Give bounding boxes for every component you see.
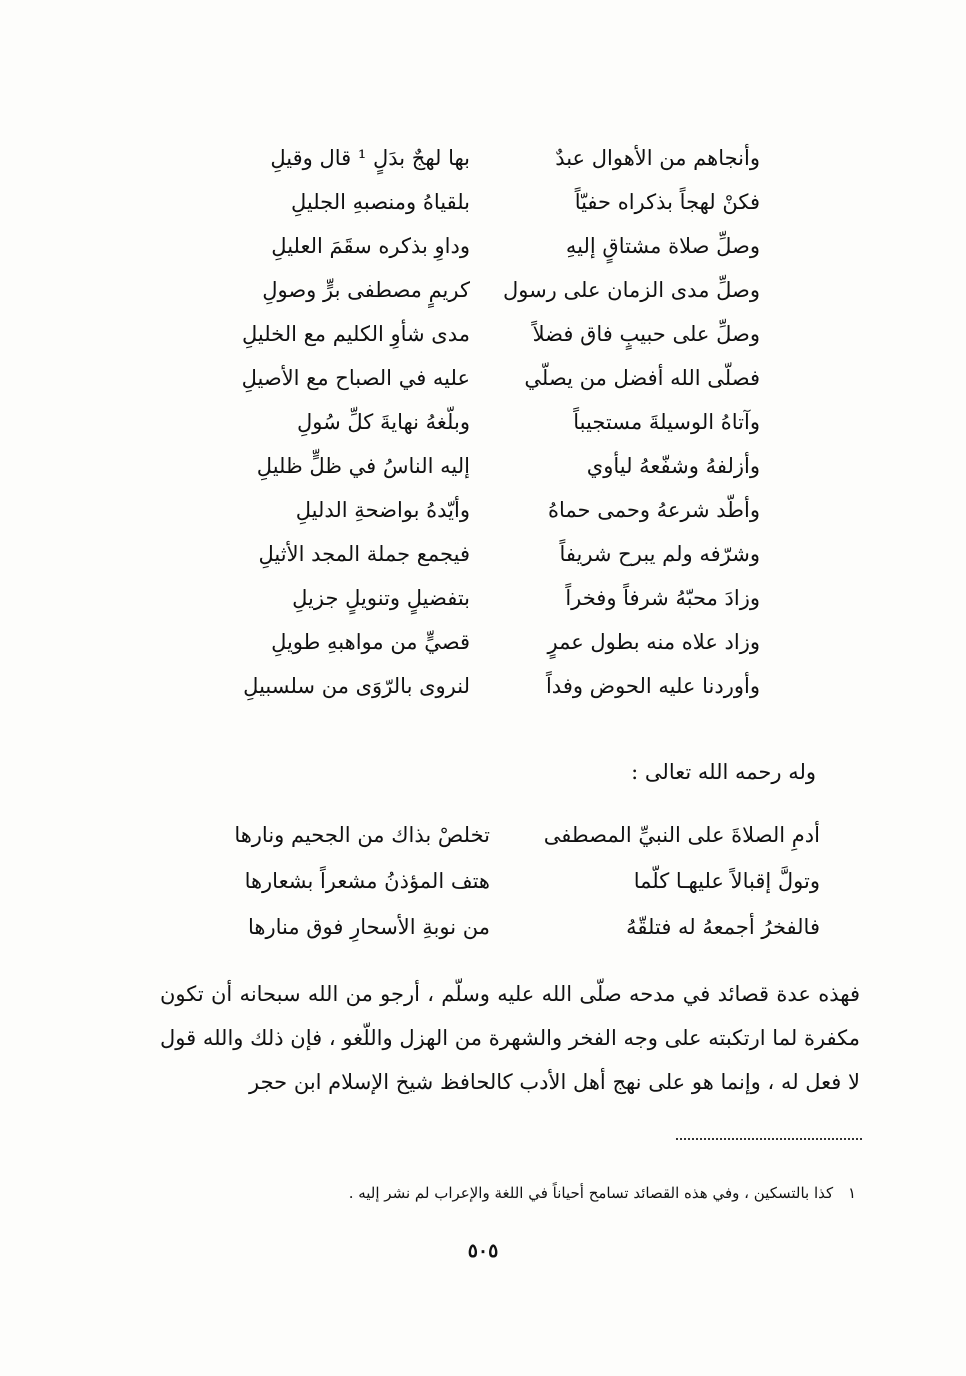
verse-first-hemistich: وآتاهُ الوسيلةَ مستجيباً — [573, 410, 760, 434]
prose-paragraph: فهذه عدة قصائد في مدحه صلّى الله عليه وسلّم ، أرجو من الله سبحانه أن تكون مكفرة لما ارتكبته على وجه الفخر والشهرة من الهزل واللّغو ، فإن ذلك والله قول لا فعل له ، وإنما هو على نهج أهل الأدب كالحافظ شيخ الإسلام ابن حجر — [160, 982, 860, 1094]
page-number: ٥٠٥ — [467, 1240, 499, 1262]
verse-second-hemistich: مدى شأوِ الكليم مع الخليلِ — [241, 322, 470, 346]
verse-second-hemistich: إليه الناسُ في ظلٍّ ظليلِ — [256, 454, 470, 478]
verse-second-hemistich: وبلّغهُ نهايةَ كلِّ سُولِ — [297, 410, 470, 434]
verse-line — [200, 578, 760, 618]
verse-second-hemistich: بها لهجٌ بدَلٍ ¹ قال وقيلِ — [270, 146, 470, 170]
verse-first-hemistich: وصلِّ صلاة مشتاقٍ إليهِ — [565, 234, 760, 258]
verse-first-hemistich: وشرّفه ولم يبرح شريفاً — [559, 542, 760, 566]
verse-line — [200, 226, 760, 266]
verse-line — [200, 446, 760, 486]
verse-second-hemistich: عليه في الصباح مع الأصيلِ — [241, 366, 470, 390]
verse-first-hemistich: وتولَّ إقبالاً عليهـا كلّما — [633, 869, 820, 893]
verse-line — [200, 314, 760, 354]
verse-line — [200, 402, 760, 442]
verse-second-hemistich: هتف المؤذنُ مشعراً بشعارها — [244, 869, 490, 893]
verse-second-hemistich: تخلصْ بذاك من الجحيم ونارها — [234, 823, 490, 847]
footnote — [349, 1178, 856, 1208]
poem-one — [200, 138, 760, 728]
verse-first-hemistich: فصلّى الله أفضل من يصلّي — [524, 366, 760, 390]
verse-line — [200, 904, 820, 950]
verse-first-hemistich: وصلِّ على حبيبٍ فاق فضلاً — [532, 322, 760, 346]
verse-first-hemistich: وأطّد شرعهُ وحمى حماهُ — [548, 498, 760, 522]
verse-first-hemistich: وزاد علاه منه بطول عمرٍ — [547, 630, 760, 654]
verse-line — [200, 812, 820, 858]
verse-second-hemistich: من نوبةِ الأسحارِ فوق منارها — [247, 915, 490, 939]
verse-line — [200, 534, 760, 574]
verse-first-hemistich: فكنْ لهجاً بذكراه حفيّاً — [574, 190, 760, 214]
verse-second-hemistich: لنروى بالرّوَى من سلسبيلِ — [243, 674, 470, 698]
verse-second-hemistich: فيجمع جملة المجد الأثيلِ — [258, 542, 470, 566]
verse-first-hemistich: وصلِّ مدى الزمان على رسول — [502, 278, 760, 302]
verse-second-hemistich: وداوِ بذكره سقَمَ العليلِ — [271, 234, 470, 258]
verse-second-hemistich: بتفضيلٍ وتنويلٍ جزيلِ — [292, 586, 470, 610]
verse-second-hemistich: وأيّدهُ بواضحةِ الدليلِ — [295, 498, 470, 522]
verse-second-hemistich: كريمٍ مصطفى برٍّ وصولِ — [262, 278, 470, 302]
verse-line — [200, 622, 760, 662]
verse-first-hemistich: وأوردنا عليه الحوض وفداً — [545, 674, 760, 698]
verse-first-hemistich: وأنجاهم من الأهوال عبدٌ — [555, 146, 760, 170]
footnote-text: كذا بالتسكين ، وفي هذه القصائد تسامح أحياناً في اللغة والإعراب لم نشر إليه . — [348, 1184, 834, 1202]
verse-first-hemistich: وأزلفهُ وشفّعهُ ليأوي — [586, 454, 760, 478]
verse-line — [200, 858, 820, 904]
verse-second-hemistich: قصيٍّ من مواهبهِ طويلِ — [271, 630, 470, 654]
verse-first-hemistich: فالفخرُ أجمعهُ له فتلقّهُ — [626, 915, 820, 939]
verse-line — [200, 182, 760, 222]
footnote-separator — [676, 1138, 862, 1140]
footnote-number: ١ — [847, 1184, 856, 1202]
verse-line — [200, 138, 760, 178]
poem-heading: وله رحمه الله تعالى : — [631, 760, 816, 784]
verse-line — [200, 358, 760, 398]
verse-line — [200, 666, 760, 706]
poem-two — [200, 812, 820, 962]
verse-line — [200, 490, 760, 530]
verse-line — [200, 270, 760, 310]
verse-first-hemistich: أدمِ الصلاةَ على النبيِّ المصطفى — [543, 823, 820, 847]
verse-second-hemistich: بلقياهُ ومنصبهِ الجليلِ — [290, 190, 470, 214]
verse-first-hemistich: وزادَ محبّهُ شرفاً وفخراً — [565, 586, 760, 610]
